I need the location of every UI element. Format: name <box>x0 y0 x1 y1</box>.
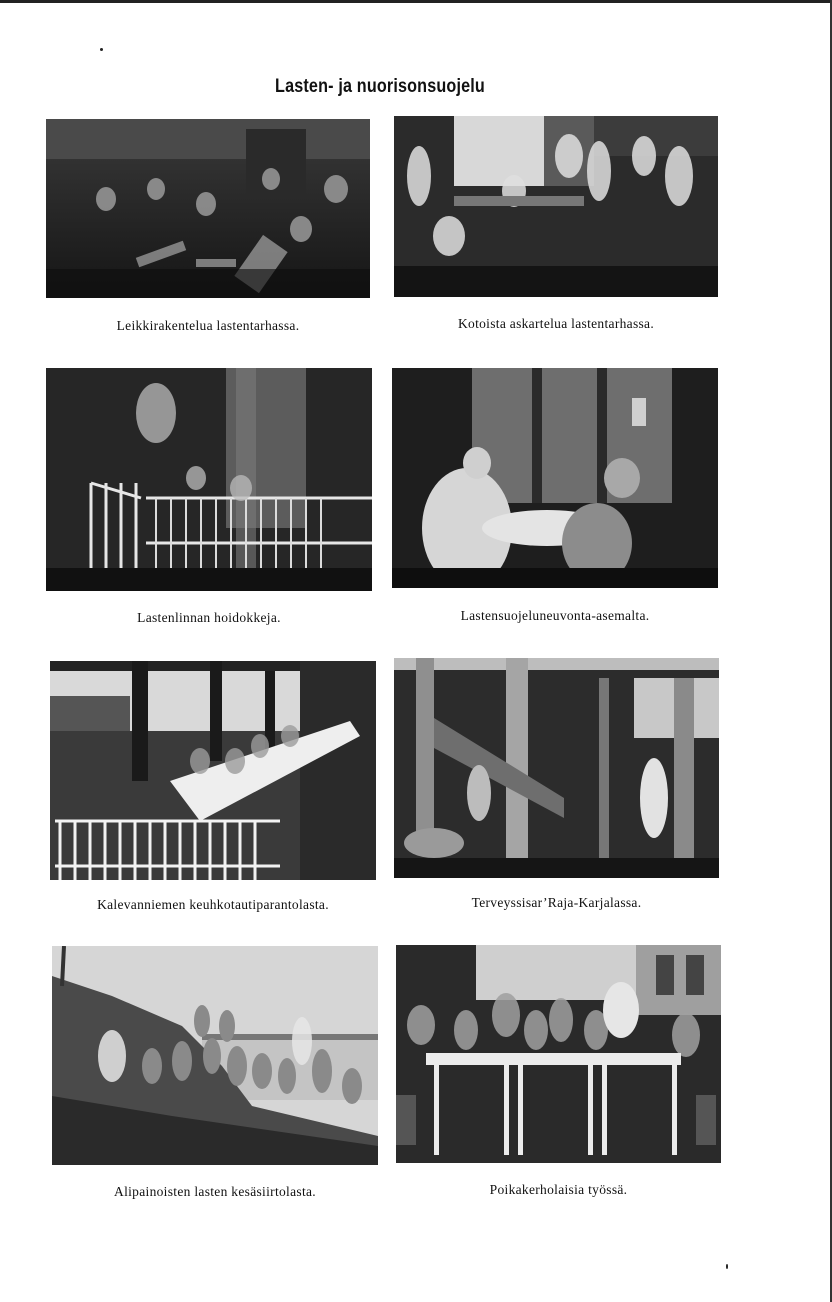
photo-nurse <box>392 368 718 588</box>
health-sister-porch-photo <box>394 658 719 878</box>
photo-caption: Lastenlinnan hoidokkeja. <box>137 610 281 625</box>
photo-sanatorium <box>50 661 376 880</box>
photo-caption: Alipainoisten lasten kesäsiirtolasta. <box>114 1184 316 1199</box>
nurse-consultation-photo <box>392 368 718 588</box>
page-title: Lasten- ja nuorisonsuojelu <box>275 76 485 97</box>
photo-caption: Poikakerholaisia työssä. <box>489 1182 628 1197</box>
ink-speck <box>100 48 103 51</box>
photo-caption: Kotoista askartelua lastentarhassa. <box>457 316 655 331</box>
photo-summer-camp <box>52 946 378 1165</box>
photo-health-sister <box>394 658 719 878</box>
boys-club-workshop-photo <box>396 945 721 1163</box>
photo-kindergarten <box>394 116 718 297</box>
photo-caption: Leikkirakentelua lastentarhassa. <box>116 318 300 333</box>
sanatorium-veranda-photo <box>50 661 376 880</box>
photo-caption: Lastensuojeluneuvonta-asemalta. <box>460 608 650 623</box>
photo-cribs <box>46 368 372 591</box>
photo-playroom <box>46 119 370 298</box>
cribs-nursery-photo <box>46 368 372 591</box>
summer-camp-group-photo <box>52 946 378 1165</box>
photo-boys-club <box>396 945 721 1163</box>
photo-caption: Kalevanniemen keuhkotautiparantolasta. <box>97 897 329 912</box>
page-top-edge <box>0 0 832 3</box>
playroom-children-photo <box>46 119 370 298</box>
photo-caption: Terveyssisar’Raja-Karjalassa. <box>471 895 642 910</box>
kindergarten-activity-photo <box>394 116 718 297</box>
ink-speck <box>726 1264 728 1269</box>
